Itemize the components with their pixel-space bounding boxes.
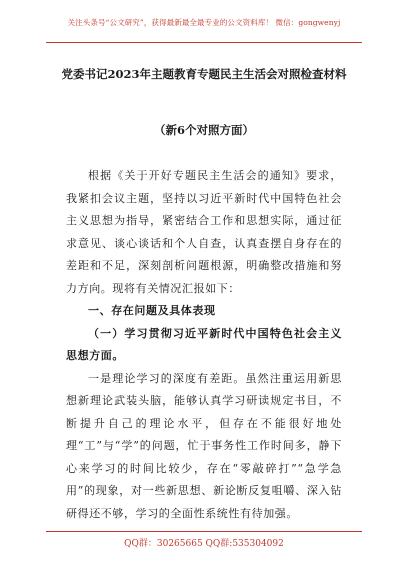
body-paragraph: 一是理论学习的深度有差距。虽然注重运用新思想新理论武装头脑，能够认真学习研读规定书目，不断提升自己的理论水平，但存在不能很好地处理“工”与“学”的问题，忙于事务性工作时间多，静下心来学习的时间比较少，存在“零敲碎打”“急学急用”的现象，对一些新思想、新论断反复咀嚼、深入钻研得还不够，学习的全面性系统性有待加强。 [66,371,342,520]
subsection-heading: （一）学习贯彻习近平新时代中国特色社会主义思想方面。 [66,326,342,362]
document-subtitle: （新6个对照方面） [153,123,254,137]
document-body [66,165,342,525]
footer-qq-note: QQ群：30265665 QQ群:535304092 [124,539,284,549]
footer-divider [46,531,362,532]
header-divider [46,42,362,43]
document-title: 党委书记2023年主题教育专题民主生活会对照检查材料 [61,67,347,81]
header-promo-note: 关注头条号“公文研究”，获得最新最全最专业的公文资料库！ 微信：gongwenyj [67,18,341,27]
section-heading: 一、存在问题及具体表现 [88,304,216,317]
intro-paragraph: 根据《关于开好专题民主生活会的通知》要求，我紧扣会议主题，坚持以习近平新时代中国特色社会主义思想为指导，紧密结合工作和思想实际，通过征求意见、谈心谈话和个人自查，认真查摆自身存在的差距和不足，深刻剖析问题根源，明确整改措施和努力方向。现将有关情况汇报如下： [66,169,342,295]
